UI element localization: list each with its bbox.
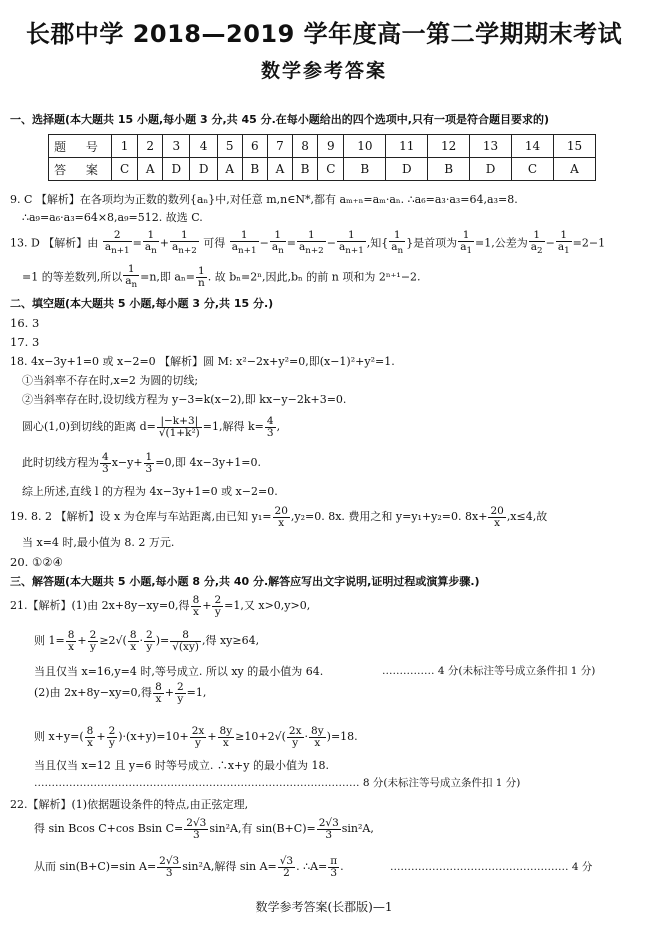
fraction: $\frac{1}{3}$ [145,450,153,475]
text: =2−1 [572,236,606,250]
q21-score-1: …………… 4 分(未标注等号成立条件扣 1 分) [382,665,596,677]
text: 得 sin Bcos C+cos Bsin C= [34,822,184,835]
fraction: $\frac{8y}{x}$ [311,724,324,749]
text: 则 x+y= [34,730,80,743]
q21-line6: 当且仅当 x=12 且 y=6 时等号成立. ∴x+y 的最小值为 18. [34,759,329,772]
fraction: $\frac{1}{a_2}$ [530,229,543,257]
fraction: $\frac{2√3}{3}$ [318,816,339,841]
table-cell: D [470,158,512,181]
fraction: $\frac{1}{a_n}$ [144,229,157,257]
table-cell: C [512,158,554,181]
section3-heading: 三、解答题(本大题共 5 小题,每小题 8 分,共 40 分.解答应写出文字说明,证明过程或演算步骤.) [10,575,480,588]
fraction: $\frac{1}{a_n}$ [125,263,138,291]
q20-answer: 20. ①②④ [10,555,63,569]
fraction: $\frac{8}{x}$ [86,724,94,749]
q16-answer: 16. 3 [10,316,40,330]
table-cell: 14 [512,135,554,158]
text: =1 的等差数列,所以 [22,270,123,284]
text: 13. D 【解析】由 [10,236,99,250]
text: sin²A,有 sin(B+C)= [209,822,316,835]
fraction: $\frac{4}{3}$ [102,450,109,475]
text: =1,又 x>0,y>0, [224,599,311,612]
fraction: $\frac{8}{x}$ [129,628,137,653]
table-cell: 6 [242,135,267,158]
q18-line5 [22,450,261,476]
q22-line1: 22.【解析】(1)依据题设条件的特点,由正弦定理, [10,798,249,811]
fraction: $\frac{1}{a_1}$ [557,229,570,257]
fraction: $\frac{20}{x}$ [490,504,504,529]
fraction: $\frac{2x}{y}$ [191,724,205,749]
text: =1, [186,686,207,699]
q22-score: …………………………………………… 4 分 [390,861,593,873]
text: ·(x+y)=10+ [122,730,189,743]
text: 此时切线方程为 [22,456,99,469]
q19-line1 [10,504,547,530]
table-cell: C [318,158,344,181]
q21-line5: 则 x+y=( $\frac{8}{x}$ + $\frac{2}{y}$ )·(x+y)=10+ $\frac{2x}{y}$ + $\frac{8y}{x}$ ≥10+2√( $\frac{2x}{y}$ · $\frac{8y}{x}$ )=18. [34,724,358,749]
fraction: $\frac{2}{y}$ [146,628,153,653]
q22-line2 [34,816,374,842]
table-cell: 4 [190,135,217,158]
table-cell: 13 [470,135,512,158]
fraction: $\frac{20}{x}$ [274,504,288,529]
text: ,y₂=0. 8x. 费用之和 y=y₁+y₂=0. 8x+ [290,510,488,523]
text: , [276,420,281,433]
q21-score-2: ………………………………………………………………………………… 8 分(未标注等号成立条件扣 1 分) [34,777,521,789]
fraction: $\frac{1}{a_n}$ [271,229,284,257]
fraction: $\frac{√3}{2}$ [279,854,294,879]
fraction: $\frac{8}{x}$ [67,628,75,653]
q21-line2: 则 1= $\frac{8}{x}$ + $\frac{2}{y}$ ≥2√( $\frac{8}{x}$ · $\frac{2}{y}$ )= $\frac{8}{√(xy)}$ ,得 xy≥64, [34,628,260,653]
fraction: $\frac{8y}{x}$ [219,724,233,749]
text: 19. 8. 2 【解析】设 x 为仓库与车站距离,由已知 y₁= [10,510,272,523]
fraction: $\frac{4}{3}$ [266,414,274,439]
text: =1,解得 k= [202,420,264,433]
text: ≥2 [99,634,116,647]
table-cell: A [553,158,595,181]
fraction: $\frac{|-k+3|}{\text{√(1+k²)}}$ [158,414,200,439]
text: =1,公差为 [475,236,528,250]
text: (2)由 2x+8y−xy=0,得 [34,686,153,699]
q13-line1: 13. D 【解析】由 $\frac{2}{a_{n+1}}$ = $\frac{1}{a_n}$ + $\frac{1}{a_{n+2}}$ 可得 $\frac{1}{a_{n+1}}$ − $\frac{1}{a_n}$ = $\frac{1}{a_{n+2}}$ − $\frac{1}{a_{n+1}}$ ,知{ $\frac{1}{a_n}$ }是首项为 $\frac{1}{a_1}$ =1,公差为 $\frac{1}{a_2}$ − $\frac{1}{a_1}$ =2−1 [10,229,606,257]
table-cell: B [292,158,317,181]
text: 则 1= [34,634,65,647]
text: 当且仅当 x=16,y=4 时,等号成立. 所以 xy 的最小值为 64. [34,665,324,678]
fraction: $\frac{2}{y}$ [214,593,222,618]
text: ,x≤4,故 [506,510,548,523]
q22-line3 [34,854,344,880]
table-cell: B [428,158,470,181]
q18-line4 [22,412,280,442]
text: ,知 [366,236,382,250]
table-cell: 12 [428,135,470,158]
table-row [49,158,596,181]
q18-line6: 综上所述,直线 l 的方程为 4x−3y+1=0 或 x−2=0. [22,485,278,498]
text: 是首项为 [413,236,458,250]
text: . [340,860,344,873]
q9-line1: 9. C 【解析】在各项均为正数的数列{aₙ}中,对任意 m,n∈N*,都有 aₘ₊ₙ=aₘ·aₙ. ∴a₆=a₃·a₃=64,a₃=8. [10,193,518,206]
fraction: $\frac{2√3}{3}$ [159,854,180,879]
table-cell: 15 [553,135,595,158]
table-cell: D [386,158,428,181]
q17-answer: 17. 3 [10,335,40,349]
answer-table [48,134,596,181]
fraction: $\frac{2x}{y}$ [288,724,302,749]
table-cell: 8 [292,135,317,158]
row-label: 题 号 [49,135,112,158]
fraction: $\frac{2}{a_{n+1}}$ [104,229,130,257]
table-cell: D [190,158,217,181]
fraction: $\frac{\pi}{3}$ [330,854,338,879]
fraction: $\frac{2√3}{3}$ [186,816,207,841]
text: ≥10+2 [235,730,275,743]
q21-line4: (2)由 2x+8y−xy=0,得 $\frac{8}{x}$ + $\frac{2}{y}$ =1, [34,680,207,705]
text: x−y+ [111,456,143,469]
table-cell: D [163,158,190,181]
fraction: $\frac{1}{a_{n+2}}$ [171,229,197,257]
fraction: $\frac{8}{x}$ [192,593,200,618]
table-cell: 11 [386,135,428,158]
table-cell: 1 [112,135,138,158]
text: =18. [330,730,358,743]
page-subtitle: 数学参考答案 [260,60,387,82]
fraction: $\frac{2}{y}$ [176,680,184,705]
table-cell: A [267,158,292,181]
text: . ∴A= [296,860,328,873]
q18-line1: 18. 4x−3y+1=0 或 x−2=0 【解析】圆 M: x²−2x+y²=0,即(x−1)²+y²=1. [10,355,395,368]
q18-line2: ①当斜率不存在时,x=2 为圆的切线; [22,374,199,387]
table-cell: B [344,158,386,181]
text: . 故 bₙ=2ⁿ,因此,bₙ 的前 n 项和为 2ⁿ⁺¹−2. [207,270,421,284]
fraction: $\frac{2}{y}$ [108,724,116,749]
text: 圆心(1,0)到切线的距离 d= [22,420,156,433]
text: =0,即 4x−3y+1=0. [155,456,262,469]
fraction: $\frac{8}{√(xy)}$ [172,628,199,653]
section1-heading: 一、选择题(本大题共 15 小题,每小题 3 分,共 45 分.在每小题给出的四个选项中,只有一项是符合题目要求的) [10,113,550,126]
text: = [160,634,170,647]
fraction: $\frac{2}{y}$ [89,628,97,653]
table-cell: B [242,158,267,181]
q9-line2: ∴a₉=a₆·a₃=64×8,a₉=512. 故选 C. [22,211,203,224]
text: =n,即 aₙ= [140,270,195,284]
q19-line2: 当 x=4 时,最小值为 8. 2 万元. [22,536,175,549]
text: sin²A,解得 sin A= [182,860,277,873]
table-cell: 7 [267,135,292,158]
table-cell: A [217,158,242,181]
table-cell: 10 [344,135,386,158]
text: 从而 sin(B+C)=sin A= [34,860,157,873]
table-row [49,135,596,158]
table-cell: C [112,158,138,181]
row-label: 答 案 [49,158,112,181]
text: 可得 [203,236,226,250]
page-footer: 数学参考答案(长郡版)—1 [255,900,393,914]
q18-line3: ②当斜率存在时,设切线方程为 y−3=k(x−2),即 kx−y−2k+3=0. [22,393,347,406]
q21-line1: 21.【解析】(1)由 2x+8y−xy=0,得 $\frac{8}{x}$ + $\frac{2}{y}$ =1,又 x>0,y>0, [10,593,311,618]
page-title: 长郡中学 2018—2019 学年度高一第二学期期末考试 [25,20,623,48]
fraction: $\frac{8}{x}$ [155,680,162,705]
table-cell: 2 [138,135,163,158]
fraction: $\frac{1}{a_1}$ [460,229,473,257]
q13-line2 [22,264,421,291]
table-cell: 3 [163,135,190,158]
fraction: $\frac{1}{a_n}$ [391,229,404,257]
table-cell: 5 [217,135,242,158]
text: 21.【解析】(1)由 2x+8y−xy=0,得 [10,599,190,612]
fraction: $\frac{1}{a_{n+1}}$ [231,229,257,257]
table-cell: A [138,158,163,181]
q21-line3 [34,664,323,679]
fraction: $\frac{1}{a_{n+2}}$ [298,229,324,257]
fraction: $\frac{1}{a_{n+1}}$ [338,229,364,257]
text: sin²A, [341,822,374,835]
fraction: $\frac{1}{n}$ [197,265,205,290]
section2-heading: 二、填空题(本大题共 5 小题,每小题 3 分,共 15 分.) [10,297,274,310]
table-cell: 9 [318,135,344,158]
text: ,得 xy≥64, [201,634,260,647]
